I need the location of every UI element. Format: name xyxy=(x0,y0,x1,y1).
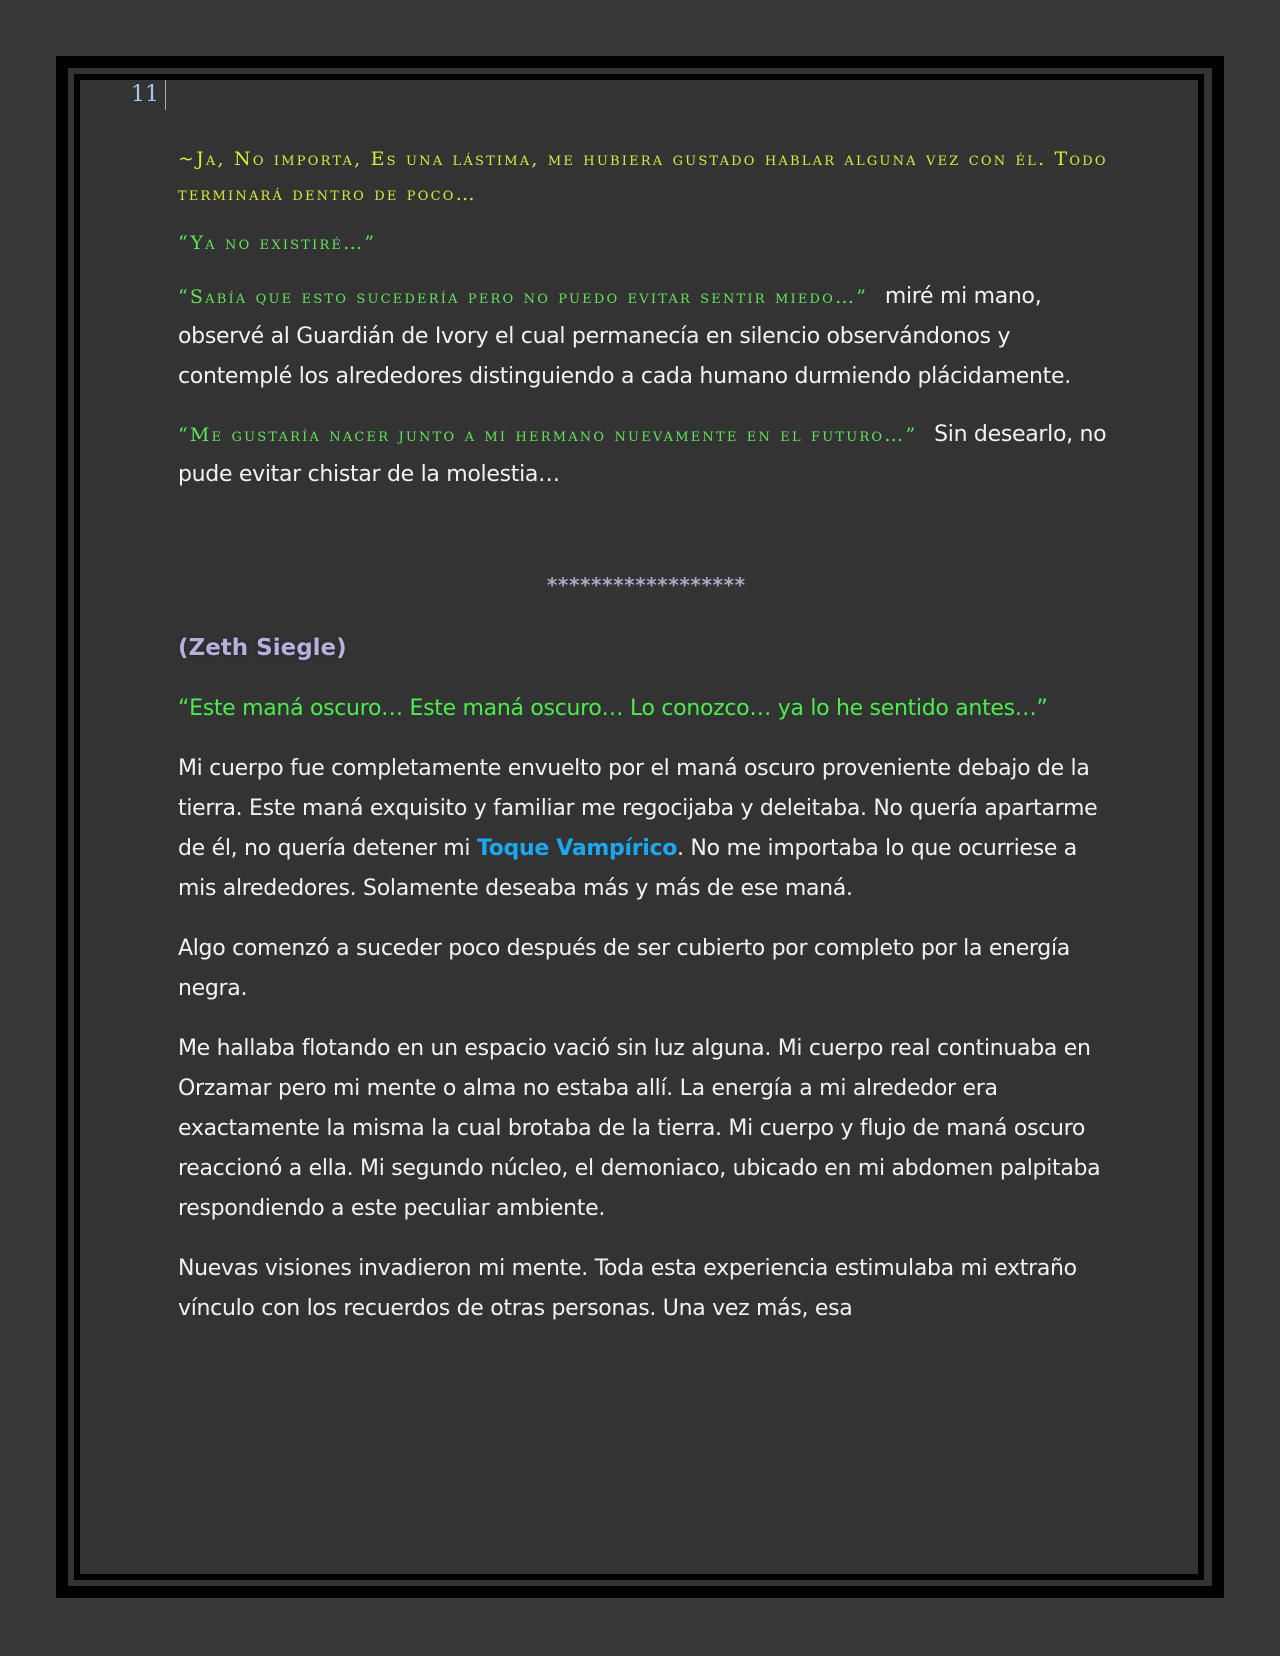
narration-2: Sin desearlo, no pude evitar chistar de la molestia… xyxy=(178,422,1107,487)
body-1-before: Mi cuerpo fue completamente envuelto por el maná oscuro proveniente debajo de la tierra. Este maná exquisito y familiar me regocijaba y deleitaba. No quería apartarme de él, no quería detener mi xyxy=(178,756,1098,861)
paragraph-green-dialogue-short: “Ya no existiré…” xyxy=(178,232,377,254)
paragraph-body-1 xyxy=(178,749,1113,909)
runic-dialogue-2: “Me gustaría nacer junto a mi hermano nuevamente en el futuro…” xyxy=(178,424,918,446)
book-page xyxy=(80,80,1198,1574)
paragraph-dialogue: “Este maná oscuro… Este maná oscuro… Lo conozco… ya lo he sentido antes…” xyxy=(178,696,1048,721)
paragraph-body-4: Nuevas visiones invadieron mi mente. Toda esta experiencia estimulaba mi extraño vínculo con los recuerdos de otras personas. Una vez más, esa xyxy=(178,1256,1077,1321)
section-separator: ****************** xyxy=(546,573,745,597)
runic-dialogue-1: “Sabía que esto sucedería pero no puedo evitar sentir miedo…” xyxy=(178,286,869,308)
paragraph-body-2: Algo comenzó a suceder poco después de ser cubierto por completo por la energía negra. xyxy=(178,936,1070,1001)
paragraph-yellow-dialogue: ~Ja, No importa, Es una lástima, me hubiera gustado hablar alguna vez con él. Todo terminará dentro de poco… xyxy=(178,148,1108,205)
paragraph-mixed-1 xyxy=(178,277,1113,397)
speaker-heading: (Zeth Siegle) xyxy=(178,635,347,661)
narration-1: miré mi mano, observé al Guardián de Ivory el cual permanecía en silencio observándonos y contemplé los alrededores distinguiendo a cada humano durmiendo plácidamente. xyxy=(178,284,1071,389)
paragraph-mixed-2 xyxy=(178,415,1113,495)
page-number: 11 xyxy=(131,80,166,110)
page-content xyxy=(178,142,1113,1329)
skill-name-highlight: Toque Vampírico xyxy=(476,836,678,861)
paragraph-body-3: Me hallaba flotando en un espacio vació sin luz alguna. Mi cuerpo real continuaba en Orzamar pero mi mente o alma no estaba allí. La energía a mi alrededor era exactamente la misma la cual brotaba de la tierra. Mi cuerpo y flujo de maná oscuro reaccionó a ella. Mi segundo núcleo, el demoniaco, ubicado en mi abdomen palpitaba respondiendo a este peculiar ambiente. xyxy=(178,1036,1101,1221)
body-1-after: . No me importaba lo que ocurriese a mis alrededores. Solamente deseaba más y más de ese maná. xyxy=(178,836,1077,901)
